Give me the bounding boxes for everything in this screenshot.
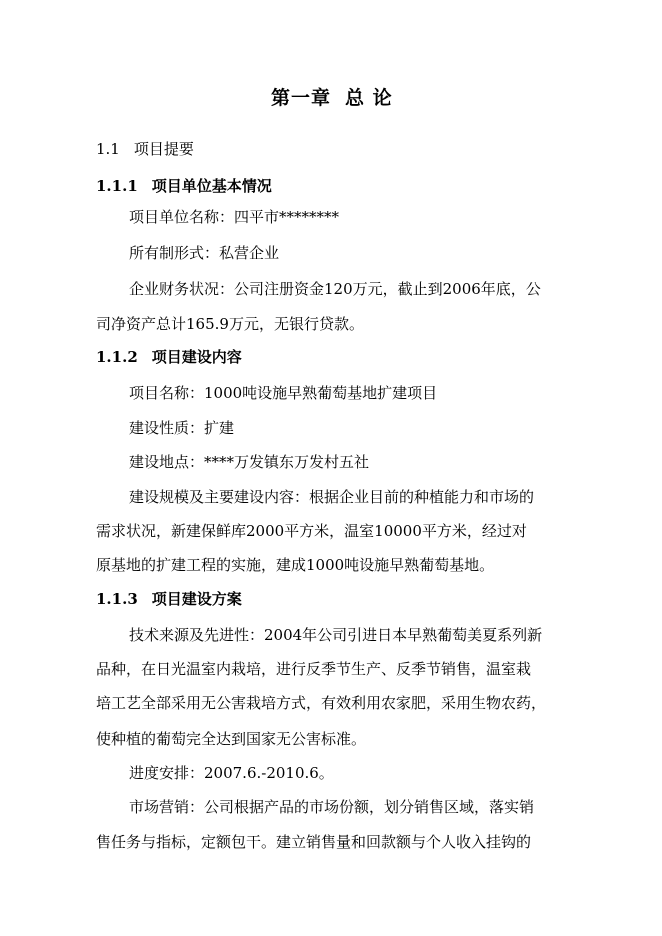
section-number: 1.1.2 bbox=[96, 348, 138, 366]
section-number: 1.1 bbox=[96, 140, 120, 158]
chapter-number: 第一章 bbox=[271, 87, 332, 109]
paragraph-line: 市场营销：公司根据产品的市场份额，划分销售区域，落实销 bbox=[129, 798, 535, 816]
paragraph-line: 建设性质：扩建 bbox=[129, 419, 235, 437]
section-heading-1-1-2 bbox=[96, 347, 242, 367]
chapter-name: 总 论 bbox=[345, 87, 393, 109]
paragraph-line: 司净资产总计165.9万元，无银行贷款。 bbox=[96, 315, 364, 333]
section-heading-1-1-3 bbox=[96, 589, 242, 609]
section-title: 项目建设方案 bbox=[151, 590, 242, 608]
section-number: 1.1.1 bbox=[96, 177, 138, 195]
section-heading-1-1-1 bbox=[96, 176, 272, 196]
section-title: 项目建设内容 bbox=[151, 348, 242, 366]
section-number: 1.1.3 bbox=[96, 590, 138, 608]
paragraph-line: 原基地的扩建工程的实施，建成1000吨设施早熟葡萄基地。 bbox=[96, 556, 495, 574]
paragraph-line: 企业财务状况：公司注册资金120万元，截止到2006年底，公 bbox=[129, 280, 541, 298]
section-title: 项目单位基本情况 bbox=[151, 177, 272, 195]
paragraph-line: 技术来源及先进性：2004年公司引进日本早熟葡萄美夏系列新 bbox=[129, 626, 543, 644]
section-title: 项目提要 bbox=[133, 140, 194, 158]
paragraph-line: 进度安排：2007.6.-2010.6。 bbox=[129, 764, 334, 782]
paragraph-line: 售任务与指标，定额包干。建立销售量和回款额与个人收入挂钩的 bbox=[96, 833, 532, 851]
chapter-title bbox=[271, 88, 393, 108]
paragraph-line: 建设规模及主要建设内容：根据企业目前的种植能力和市场的 bbox=[129, 488, 535, 506]
paragraph-line: 需求状况，新建保鲜库2000平方米，温室10000平方米，经过对 bbox=[96, 522, 527, 540]
section-heading-1-1 bbox=[96, 139, 194, 159]
paragraph-line: 品种，在日光温室内栽培，进行反季节生产、反季节销售，温室栽 bbox=[96, 660, 532, 678]
paragraph-line: 所有制形式：私营企业 bbox=[129, 244, 280, 262]
paragraph-line: 项目单位名称：四平市******** bbox=[129, 208, 340, 226]
paragraph-line: 项目名称：1000吨设施早熟葡萄基地扩建项目 bbox=[129, 384, 438, 402]
paragraph-line: 培工艺全部采用无公害栽培方式，有效利用农家肥，采用生物农药， bbox=[96, 694, 547, 712]
paragraph-line: 使种植的葡萄完全达到国家无公害标准。 bbox=[96, 730, 367, 748]
paragraph-line: 建设地点：****万发镇东万发村五社 bbox=[129, 453, 370, 471]
